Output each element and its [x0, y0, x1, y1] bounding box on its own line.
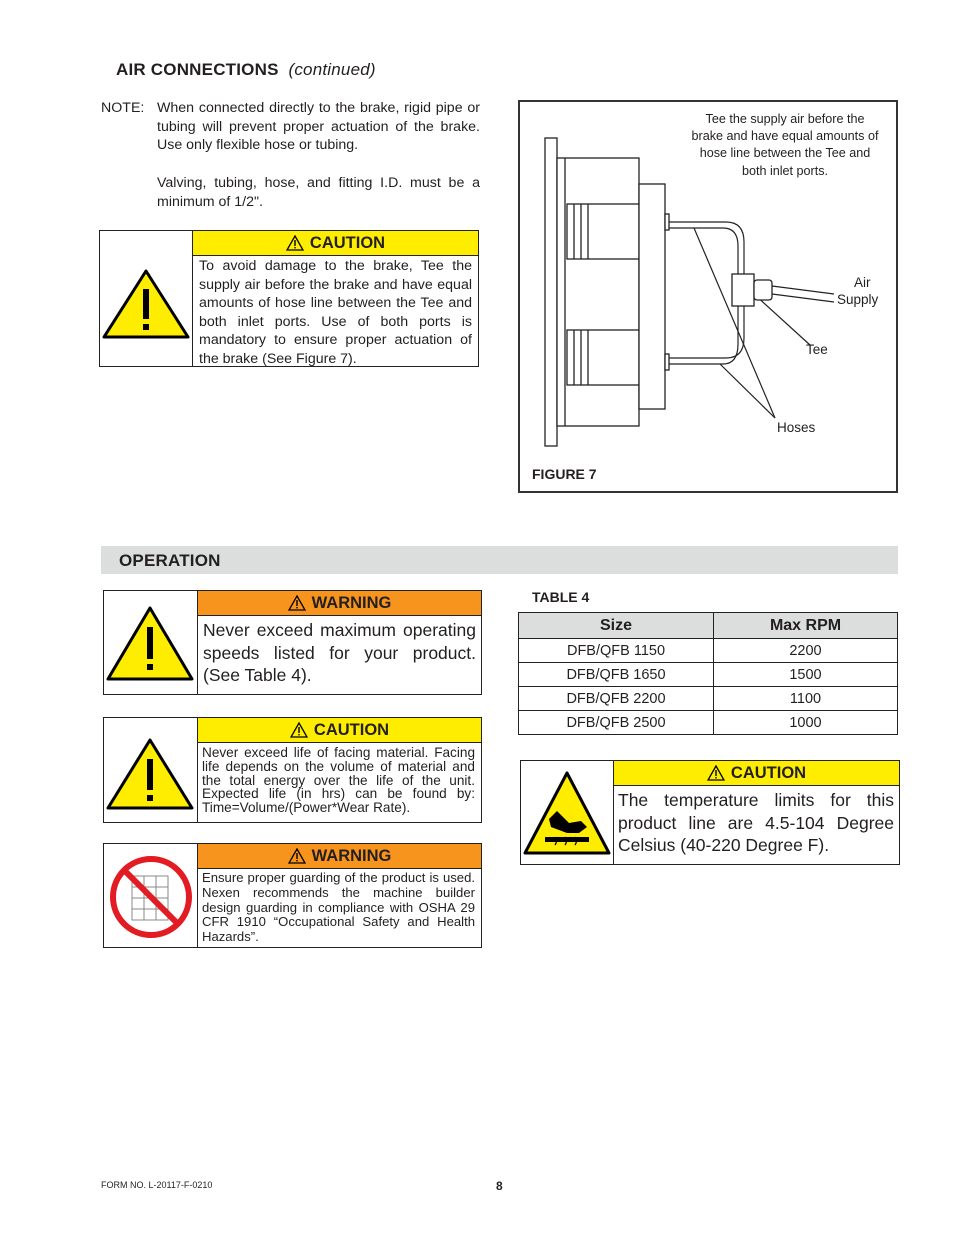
figure-7: [518, 100, 898, 493]
warning-label: WARNING: [311, 593, 392, 612]
label-supply: Supply: [837, 292, 879, 307]
prohibition-icon-cell: [104, 844, 198, 947]
cell-rpm: 2200: [714, 639, 898, 663]
warning-box-guarding: [103, 843, 482, 948]
label-air: Air: [854, 275, 871, 290]
table-title: TABLE 4: [532, 589, 590, 605]
table-row: [519, 663, 898, 687]
section-title-text: AIR CONNECTIONS: [116, 60, 279, 79]
label-hoses: Hoses: [777, 420, 816, 435]
caution-label: CAUTION: [730, 763, 807, 782]
cell-rpm: 1500: [714, 663, 898, 687]
cell-rpm: 1100: [714, 687, 898, 711]
caution-text: The temperature limits for this product line are 4.5-104 Degree Celsius (40-220 Degree F).: [618, 790, 894, 856]
warning-box-speed: [103, 590, 482, 695]
cell-rpm: 1000: [714, 711, 898, 735]
caution-header: [614, 761, 899, 786]
figure-callout: Tee the supply air before the brake and have equal amounts of hose line between the Tee and both inlet ports.: [691, 112, 879, 178]
caution-text: To avoid damage to the brake, Tee the supply air before the brake and have equal amounts of hose line between the Tee and both inlet ports. Use of both ports is mandatory to ensure proper actuation of the brake (See Figure 7).: [199, 258, 472, 367]
cell-size: DFB/QFB 2500: [519, 711, 714, 735]
warning-text: Never exceed maximum operating speeds listed for your product. (See Table 4).: [203, 620, 476, 686]
form-number: FORM NO. L-20117-F-0210: [101, 1180, 213, 1190]
caution-label: CAUTION: [313, 720, 390, 739]
warning-text: Ensure proper guarding of the product is used. Nexen recommends the machine builder design guarding in compliance with OSHA 29 CFR 1910 “Occupational Safety and Health Hazards”.: [202, 870, 475, 945]
exclamation-triangle-icon: [100, 231, 192, 366]
max-rpm-table: [518, 612, 898, 735]
column-header-max-rpm: Max RPM: [714, 613, 898, 639]
note-paragraph-1: When connected directly to the brake, rigid pipe or tubing will prevent proper actuation of the brake. Use only flexible hose or tubing.: [157, 100, 480, 154]
caution-box-temperature: [520, 760, 900, 865]
page-number: 8: [496, 1179, 503, 1193]
warning-triangle-icon: [290, 722, 308, 738]
table-header-row: [519, 613, 898, 639]
warning-header: [198, 844, 481, 869]
exclamation-triangle-icon: [104, 718, 197, 822]
note-label: NOTE:: [101, 100, 145, 116]
warning-triangle-icon: [707, 765, 725, 781]
cell-size: DFB/QFB 2200: [519, 687, 714, 711]
exclamation-triangle-icon: [104, 591, 197, 694]
caution-header: [193, 231, 478, 256]
warning-triangle-icon: [286, 235, 304, 251]
cell-size: DFB/QFB 1150: [519, 639, 714, 663]
note-paragraph-2: Valving, tubing, hose, and fitting I.D. must be a minimum of 1/2".: [157, 175, 480, 210]
hot-surface-icon-cell: [521, 761, 614, 864]
caution-label: CAUTION: [309, 233, 386, 252]
column-header-size: Size: [519, 613, 714, 639]
section-title-operation: OPERATION: [119, 551, 221, 570]
caution-box-air: [99, 230, 479, 367]
warning-triangle-icon: [288, 848, 306, 864]
section-banner-operation: [101, 546, 898, 574]
warning-icon-cell: [104, 591, 198, 694]
section-title-air-connections: [116, 60, 376, 80]
label-tee: Tee: [806, 342, 828, 357]
table-row: [519, 639, 898, 663]
caution-box-facing: [103, 717, 482, 823]
section-title-suffix: (continued): [288, 60, 376, 79]
caution-header: [198, 718, 481, 743]
caution-icon-cell: [104, 718, 198, 822]
warning-triangle-icon: [288, 595, 306, 611]
caution-text: Never exceed life of facing material. Facing life depends on the volume of material and the total energy over the life of the unit. Expected life (in hrs) can be found by: Time=Volume/(Power*Wear Rate).: [202, 745, 475, 816]
table-row: [519, 711, 898, 735]
caution-icon-cell: [100, 231, 193, 366]
figure-caption: FIGURE 7: [532, 466, 597, 482]
cell-size: DFB/QFB 1650: [519, 663, 714, 687]
table-row: [519, 687, 898, 711]
warning-header: [198, 591, 481, 616]
hot-surface-icon: [521, 761, 613, 864]
no-hands-prohibition-icon: [104, 844, 197, 947]
warning-label: WARNING: [311, 846, 392, 865]
